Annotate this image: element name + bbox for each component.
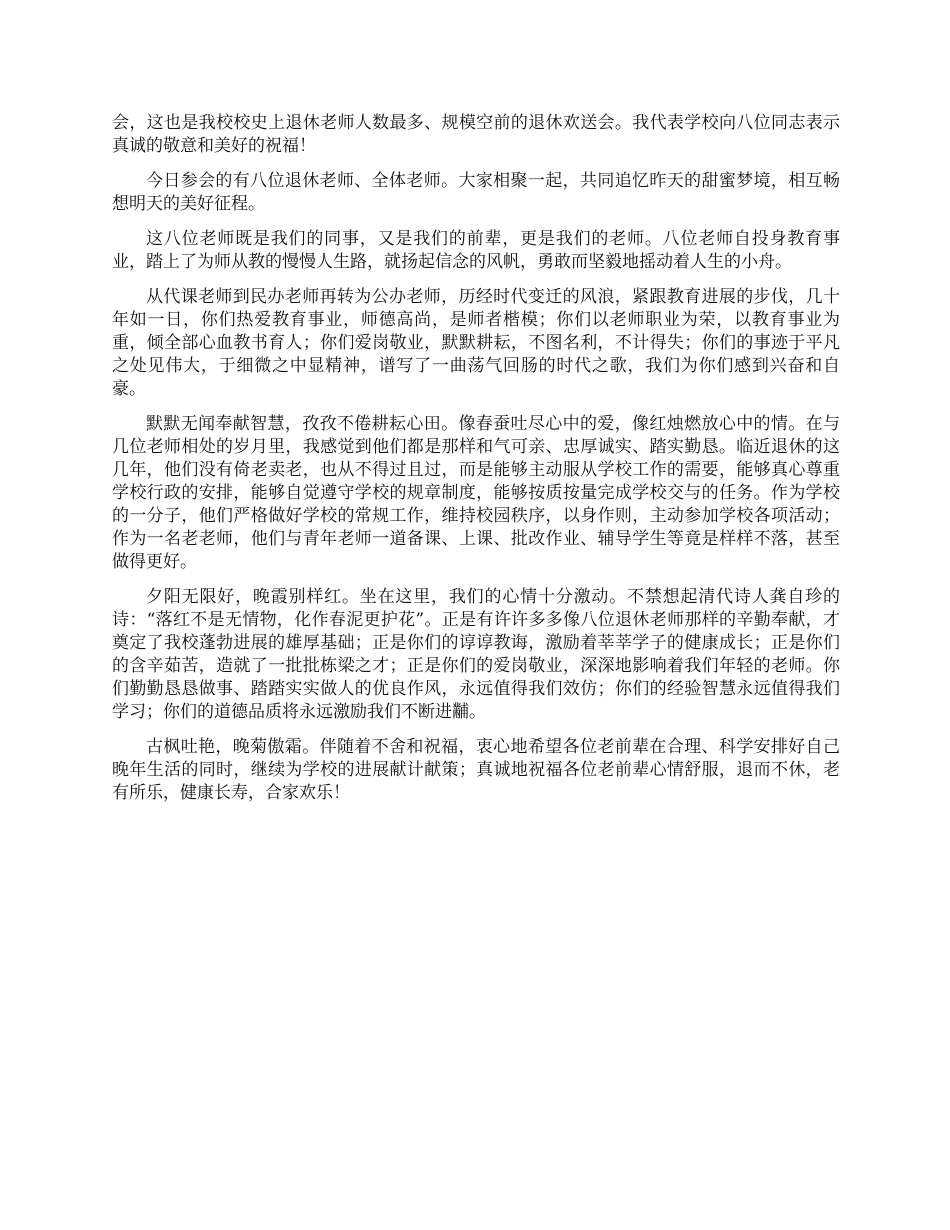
- document-page: [112, 112, 840, 817]
- paragraph-5: 默默无闻奉献智慧，孜孜不倦耕耘心田。像春蚕吐尽心中的爱，像红烛燃放心中的情。在与几位老师相处的岁月里，我感觉到他们都是那样和气可亲、忠厚诚实、踏实勤恳。临近退休的这几年，他们没有倚老卖老，也从不得过且过，而是能够主动服从学校工作的需要，能够真心尊重学校行政的安排，能够自觉遵守学校的规章制度，能够按质按量完成学校交与的任务。作为学校的一分子，他们严格做好学校的常规工作，维持校园秩序，以身作则，主动参加学校各项活动；作为一名老老师，他们与青年老师一道备课、上课、批改作业、辅导学生等竟是样样不落，甚至做得更好。: [112, 414, 840, 572]
- paragraph-7: 古枫吐艳，晚菊傲霜。伴随着不舍和祝福，衷心地希望各位老前辈在合理、科学安排好自己晚年生活的同时，继续为学校的进展献计献策；真诚地祝福各位老前辈心情舒服，退而不休，老有所乐，健康长寿，合家欢乐！: [112, 737, 840, 803]
- paragraph-1: 会，这也是我校校史上退休老师人数最多、规模空前的退休欢送会。我代表学校向八位同志表示真诚的敬意和美好的祝福！: [112, 113, 840, 156]
- paragraph-4: 从代课老师到民办老师再转为公办老师，历经时代变迁的风浪，紧跟教育进展的步伐，几十年如一日，你们热爱教育事业，师德高尚，是师者楷模；你们以老师职业为荣，以教育事业为重，倾全部心血教书育人；你们爱岗敬业，默默耕耘，不图名利，不计得失；你们的事迹于平凡之处见伟大，于细微之中显精神，谱写了一曲荡气回肠的时代之歌，我们为你们感到兴奋和自豪。: [112, 287, 840, 399]
- paragraph-3: 这八位老师既是我们的同事，又是我们的前辈，更是我们的老师。八位老师自投身教育事业，踏上了为师从教的慢慢人生路，就扬起信念的风帆，勇敢而坚毅地摇动着人生的小舟。: [112, 229, 840, 272]
- paragraph-6: 夕阳无限好，晚霞别样红。坐在这里，我们的心情十分激动。不禁想起清代诗人龚自珍的诗：“落红不是无情物，化作春泥更护花”。正是有许许多多像八位退休老师那样的辛勤奉献，才奠定了我校蓬勃进展的雄厚基础；正是你们的谆谆教诲，激励着莘莘学子的健康成长；正是你们的含辛茹苦，造就了一批批栋梁之才；正是你们的爱岗敬业，深深地影响着我们年轻的老师。你们勤勤恳恳做事、踏踏实实做人的优良作风，永远值得我们效仿；你们的经验智慧永远值得我们学习；你们的道德品质将永远激励我们不断进黼。: [112, 587, 840, 722]
- paragraph-2: 今日参会的有八位退休老师、全体老师。大家相聚一起，共同追忆昨天的甜蜜梦境，相互畅想明天的美好征程。: [112, 171, 840, 214]
